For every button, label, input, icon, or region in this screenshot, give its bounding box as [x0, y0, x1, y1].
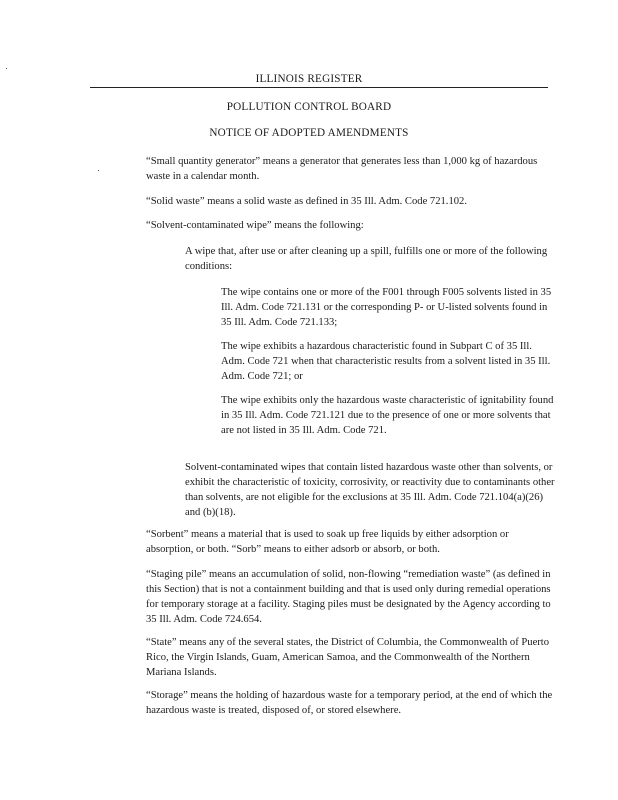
register-title: ILLINOIS REGISTER [255, 73, 363, 85]
definition-solid-waste: “Solid waste” means a solid waste as defined in 35 Ill. Adm. Code 721.102. [146, 196, 467, 207]
wipe-condition-2: The wipe exhibits a hazardous characteristic found in Subpart C of 35 Ill. Adm. Code 721 when that characteristic results from a solvent listed in 35 Ill. Adm. Code 721; or [221, 341, 551, 382]
wipe-condition-1: The wipe contains one or more of the F001 through F005 solvents listed in 35 Ill. Adm. Code 721.131 or the corresponding P- or U-listed solvents found in 35 Ill. Adm. Code 721.133; [221, 287, 552, 328]
definition-staging-pile: “Staging pile” means an accumulation of solid, non-flowing “remediation waste” (as defined in this Section) that is not a containment building and that is used only during remedial operations for temporary storage at a facility. Staging piles must be designated by the Agency according to 35 Ill. Adm. Code 724.654. [146, 569, 551, 625]
wipe-condition-3: The wipe exhibits only the hazardous waste characteristic of ignitability found in 35 Ill. Adm. Code 721.121 due to the presence of one or more solvents that are not listed in 35 Ill. Adm. Code 721. [221, 395, 554, 436]
definition-solvent-contaminated-wipe: “Solvent-contaminated wipe” means the following: [146, 220, 364, 231]
scan-speck [98, 170, 99, 171]
board-title: POLLUTION CONTROL BOARD [226, 101, 392, 113]
definition-sorbent: “Sorbent” means a material that is used to soak up free liquids by either adsorption or absorption, or both. “Sorb” means to either adsorb or absorb, or both. [146, 529, 509, 555]
definition-small-quantity-generator: “Small quantity generator” means a generator that generates less than 1,000 kg of hazardous waste in a calendar month. [146, 156, 538, 182]
header-rule [90, 87, 548, 88]
definition-storage: “Storage” means the holding of hazardous waste for a temporary period, at the end of which the hazardous waste is treated, disposed of, or stored elsewhere. [146, 690, 553, 716]
wipe-exclusion-note: Solvent-contaminated wipes that contain listed hazardous waste other than solvents, or exhibit the characteristic of toxicity, corrosivity, or reactivity due to contaminants other than solvents, are not eligible for the exclusions at 35 Ill. Adm. Code 721.104(a)(26) and (b)(18). [185, 462, 555, 518]
definition-state: “State” means any of the several states, the District of Columbia, the Commonwealth of Puerto Rico, the Virgin Islands, Guam, American Samoa, and the Commonwealth of the Northern Mariana Islands. [146, 637, 550, 678]
wipe-conditions-intro: A wipe that, after use or after cleaning up a spill, fulfills one or more of the following conditions: [185, 246, 548, 272]
notice-title: NOTICE OF ADOPTED AMENDMENTS [209, 127, 409, 139]
scan-speck [6, 68, 7, 69]
